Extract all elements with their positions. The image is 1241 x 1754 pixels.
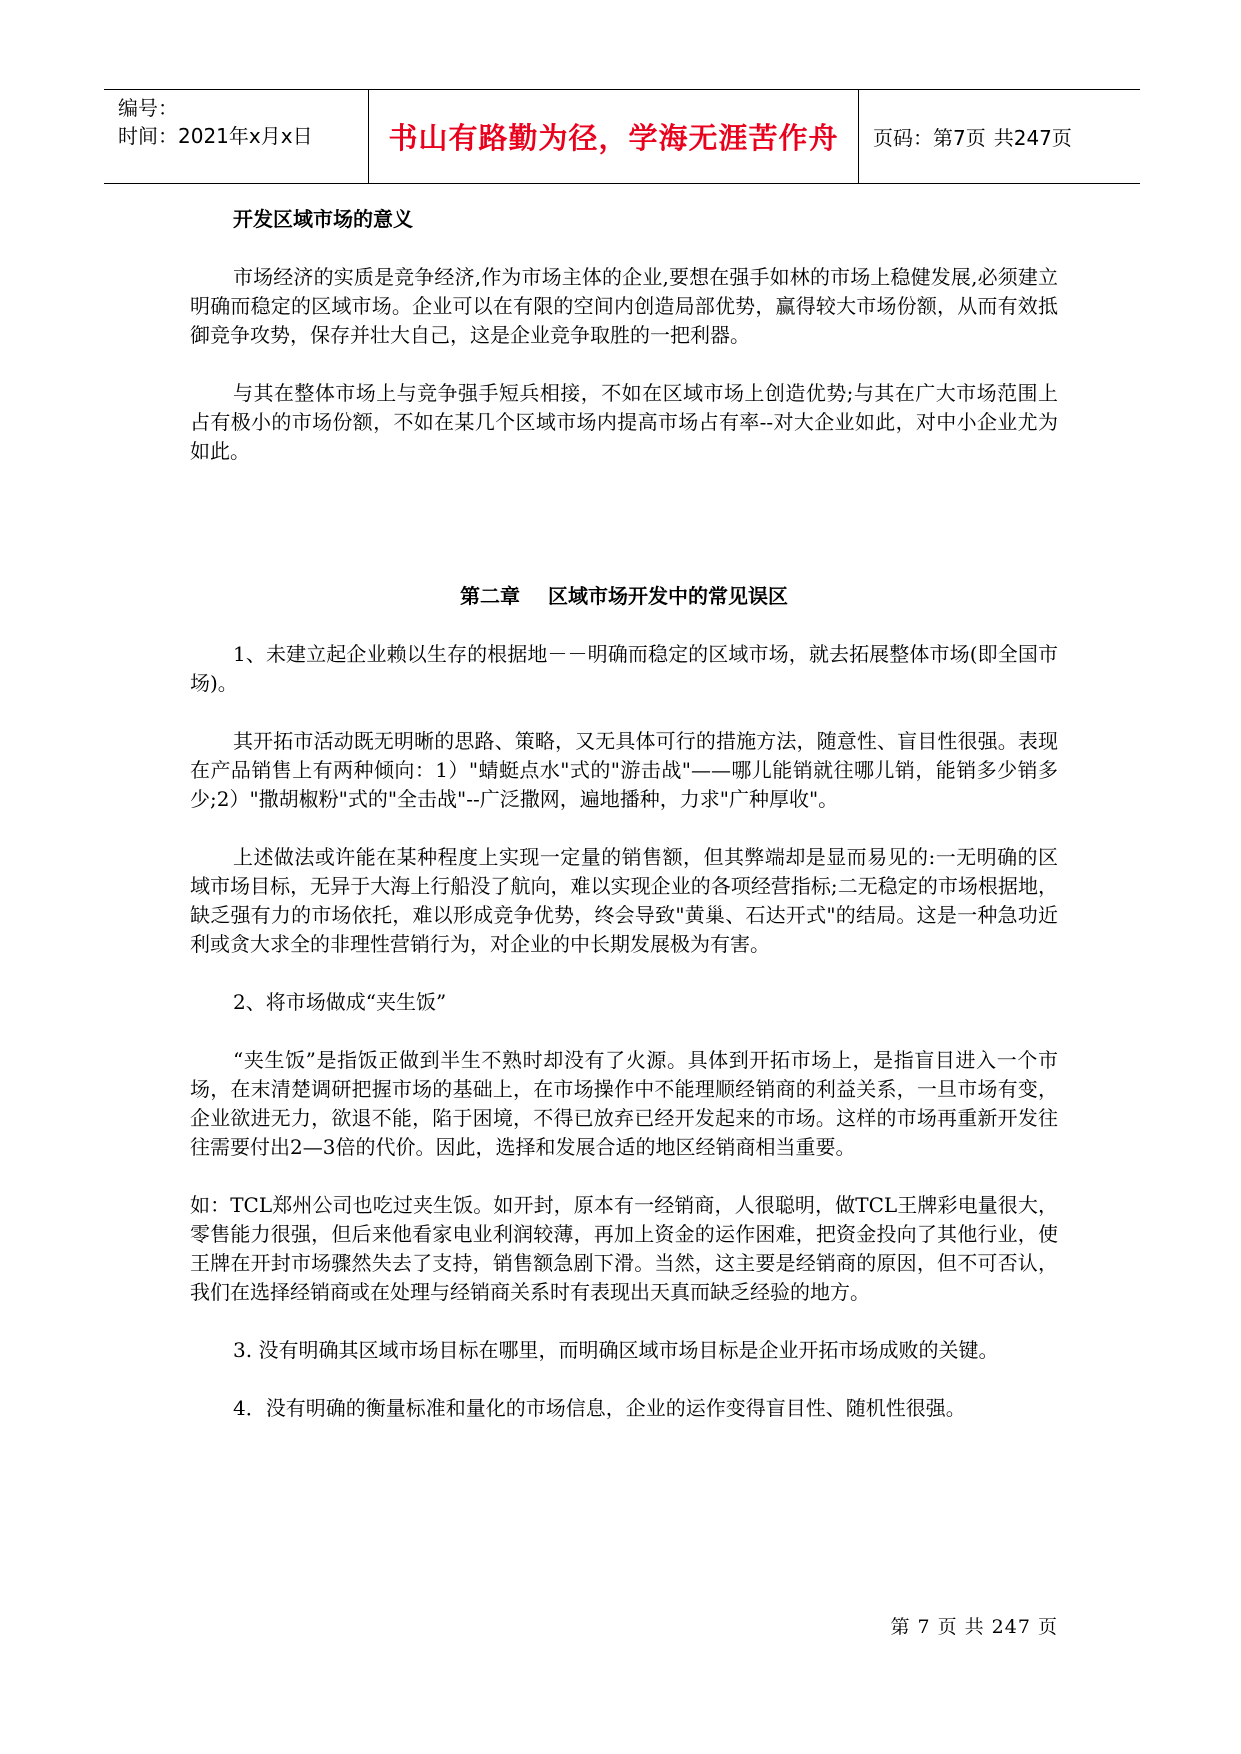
section-title: 开发区域市场的意义: [233, 207, 413, 231]
chapter-title: 区域市场开发中的常见误区: [548, 584, 788, 608]
chapter-heading: [190, 582, 1058, 611]
paragraph: 市场经济的实质是竞争经济,作为市场主体的企业,要想在强手如林的市场上稳健发展,必须建立明确而稳定的区域市场。企业可以在有限的空间内创造局部优势，赢得较大市场份额，从而有效抵御竞争攻势，保存并壮大自己，这是企业竞争取胜的一把利器。: [190, 265, 1058, 347]
document-time-label: 时间：2021年x月x日: [118, 124, 313, 148]
paragraph: “夹生饭”是指饭正做到半生不熟时却没有了火源。具体到开拓市场上，是指盲目进入一个市场，在末清楚调研把握市场的基础上，在市场操作中不能理顺经销商的利益关系，一旦市场有变，企业欲进无力，欲退不能，陷于困境，不得已放弃已经开发起来的市场。这样的市场再重新开发往往需要付出2—3倍的代价。因此，选择和发展合适的地区经销商相当重要。: [190, 1048, 1058, 1159]
page-footer: 第 7 页 共 247 页: [890, 1616, 1058, 1638]
header-motto: 书山有路勤为径，学海无涯苦作舟: [369, 90, 859, 183]
paragraph: 3. 没有明确其区域市场目标在哪里，而明确区域市场目标是企业开拓市场成败的关键。: [233, 1338, 999, 1362]
header-page-number: 页码：第7页: [873, 126, 986, 150]
paragraph: 1、未建立起企业赖以生存的根据地－－明确而稳定的区域市场，就去拓展整体市场(即全国市场)。: [190, 642, 1058, 695]
document-body: [190, 205, 1058, 1423]
paragraph: 与其在整体市场上与竞争强手短兵相接，不如在区域市场上创造优势;与其在广大市场范围上占有极小的市场份额，不如在某几个区域市场内提高市场占有率--对大企业如此，对中小企业尤为如此。: [190, 381, 1058, 463]
header-page-info: [859, 90, 1140, 183]
paragraph: 4．没有明确的衡量标准和量化的市场信息，企业的运作变得盲目性、随机性很强。: [233, 1396, 966, 1420]
header-page-total: 共247页: [993, 126, 1072, 150]
chapter-number: 第二章: [460, 584, 520, 608]
page-header: [104, 89, 1140, 184]
document-number-label: 编号：: [118, 96, 178, 120]
header-meta: [104, 90, 369, 183]
paragraph: 2、将市场做成“夹生饭”: [233, 990, 447, 1014]
paragraph: 上述做法或许能在某种程度上实现一定量的销售额，但其弊端却是显而易见的:一无明确的区域市场目标，无异于大海上行船没了航向，难以实现企业的各项经营指标;二无稳定的市场根据地，缺乏强有力的市场依托，难以形成竞争优势，终会导致"黄巢、石达开式"的结局。这是一种急功近利或贪大求全的非理性营销行为，对企业的中长期发展极为有害。: [190, 845, 1058, 956]
paragraph: 如：TCL郑州公司也吃过夹生饭。如开封，原本有一经销商，人很聪明，做TCL王牌彩电量很大，零售能力很强，但后来他看家电业利润较薄，再加上资金的运作困难，把资金投向了其他行业，使王牌在开封市场骤然失去了支持，销售额急剧下滑。当然，这主要是经销商的原因，但不可否认，我们在选择经销商或在处理与经销商关系时有表现出天真而缺乏经验的地方。: [190, 1193, 1058, 1304]
paragraph: 其开拓市活动既无明晰的思路、策略，又无具体可行的措施方法，随意性、盲目性很强。表现在产品销售上有两种倾向：1）"蜻蜓点水"式的"游击战"——哪儿能销就往哪儿销，能销多少销多少;2）"撒胡椒粉"式的"全击战"--广泛撒网，遍地播种，力求"广种厚收"。: [190, 729, 1058, 811]
